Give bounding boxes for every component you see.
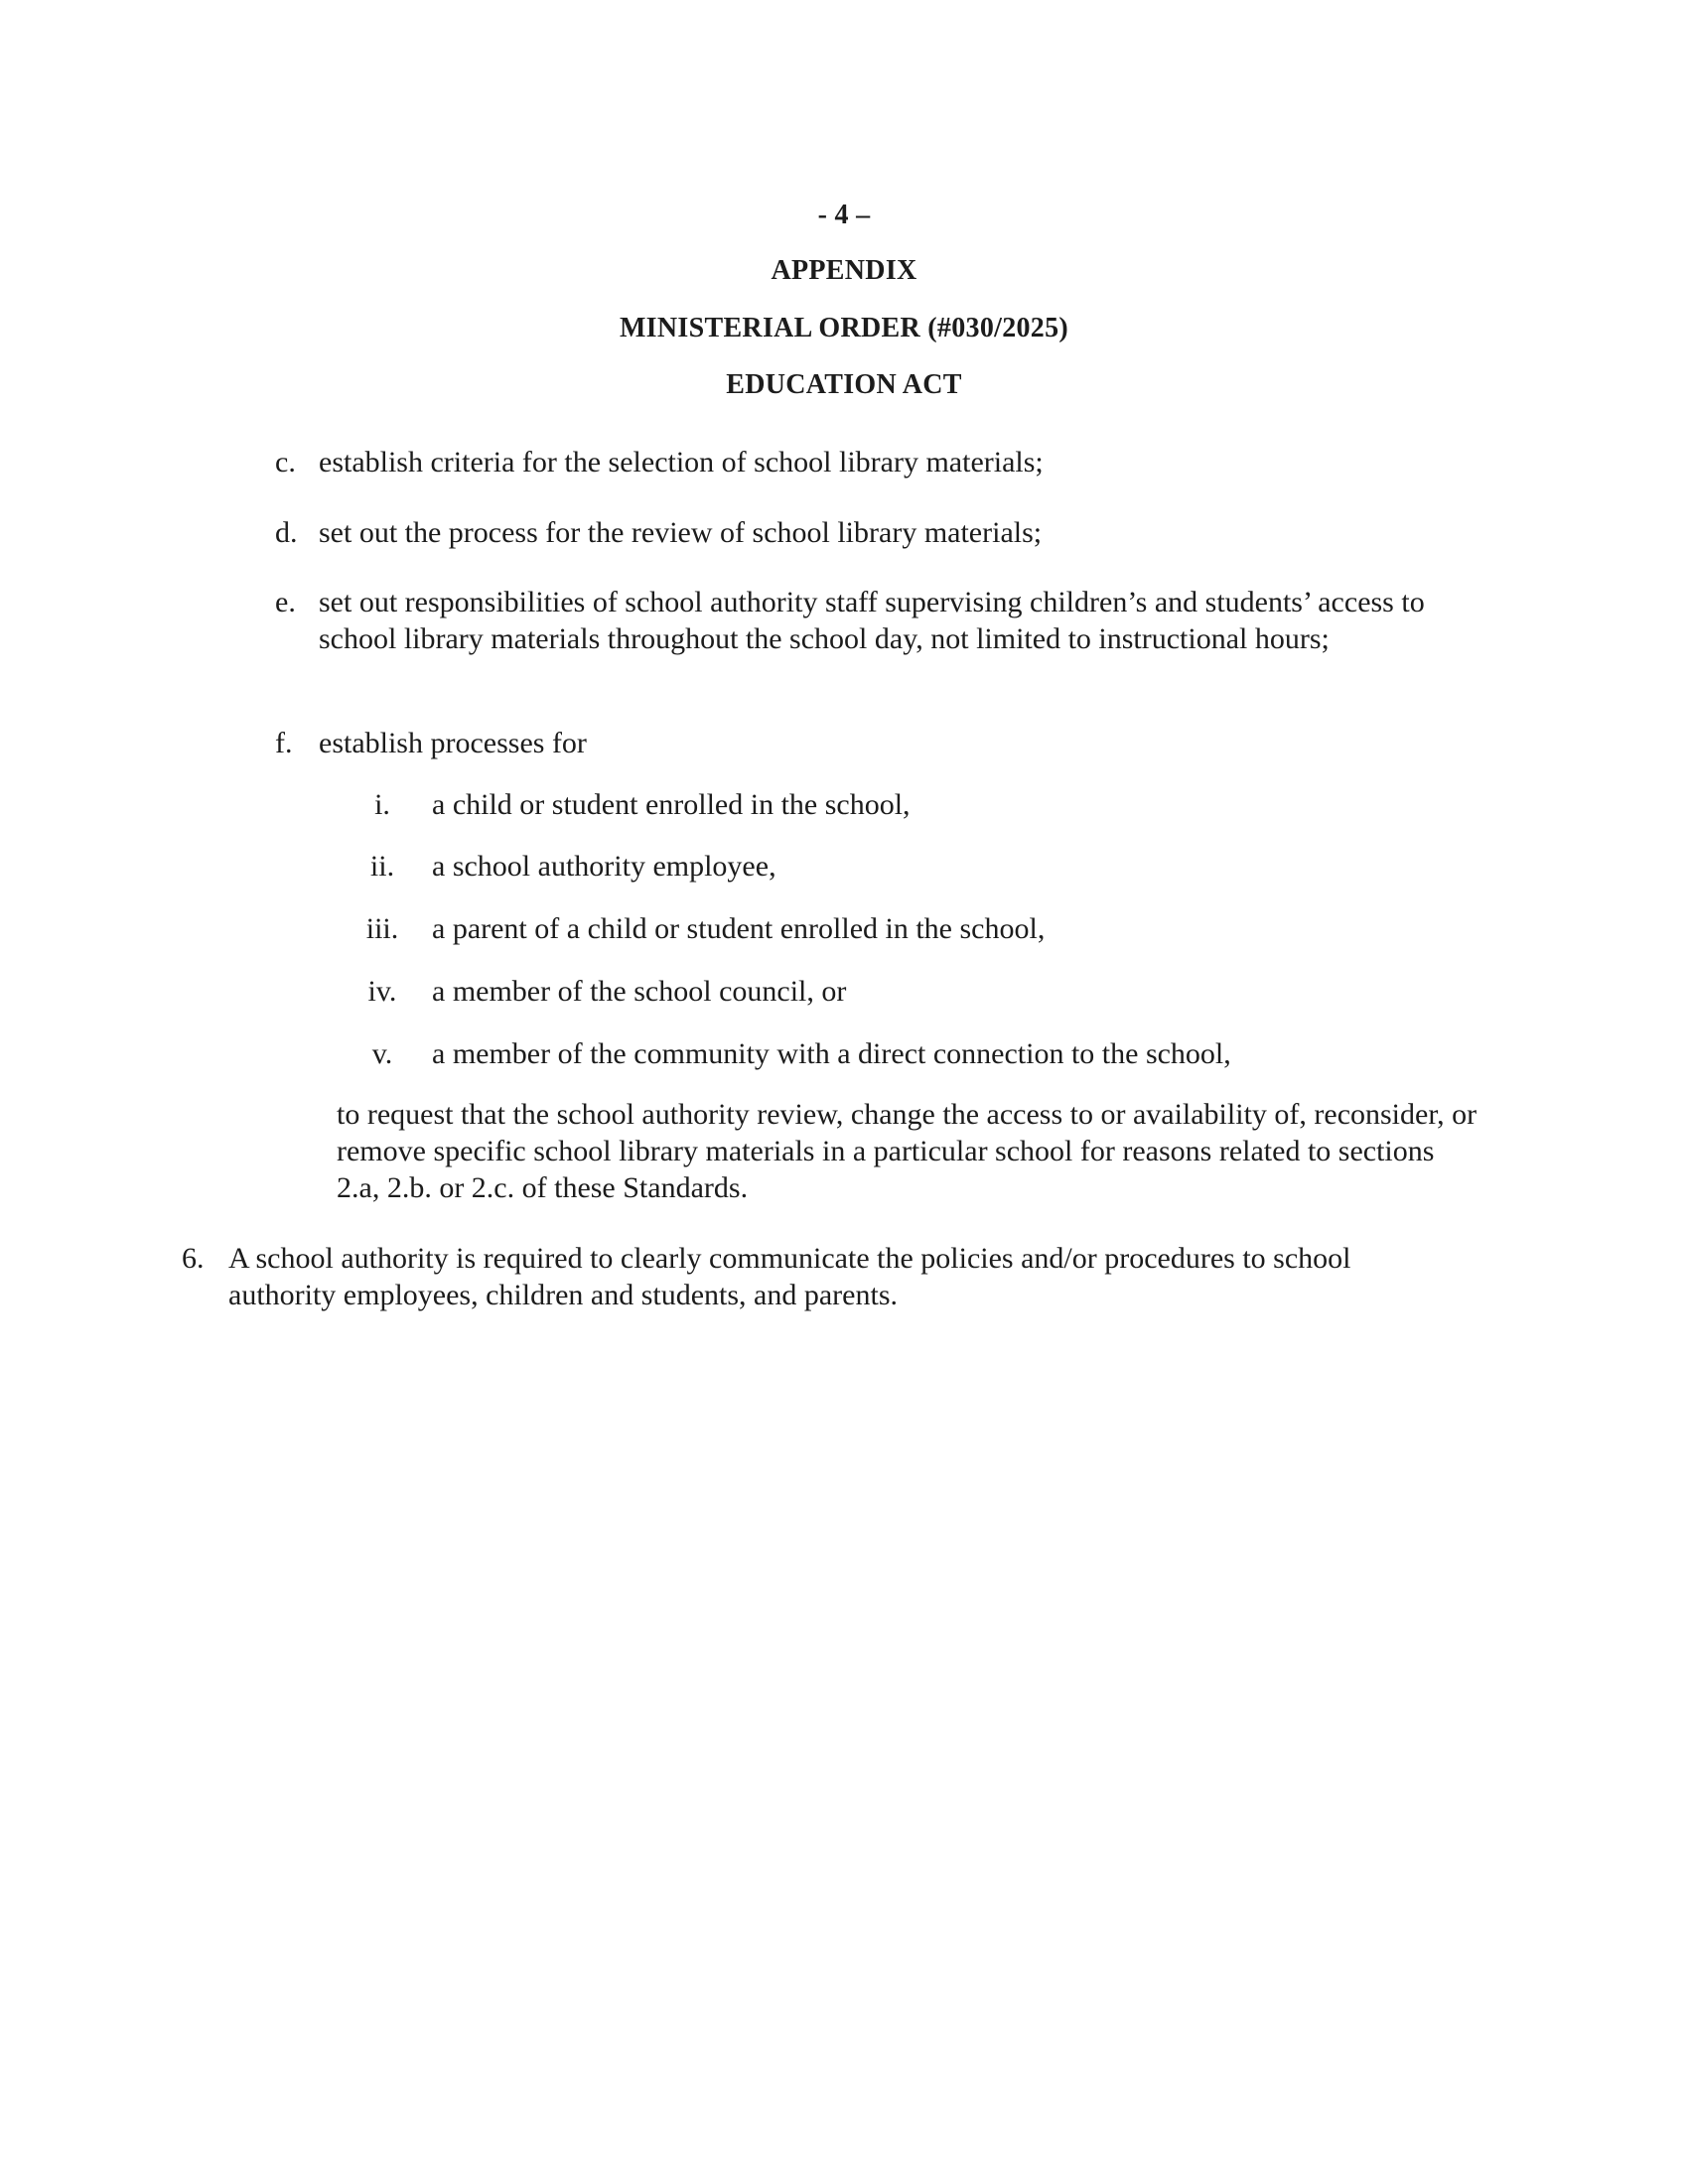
sub-item-iii (352, 910, 1445, 950)
appendix-heading: APPENDIX (771, 255, 917, 286)
list-marker: e. (275, 586, 296, 618)
list-item-text: establish criteria for the selection of school library materials; (319, 446, 1044, 478)
sub-item-text: a member of the community with a direct connection to the school, (432, 1037, 1231, 1070)
continuation-paragraph: to request that the school authority review, change the access to or availability of, reconsider, or remove specific school library materials in a particular school for reasons related to sections 2.a, 2.b. or 2.c. of these Standards. (337, 1098, 1477, 1204)
sub-item-marker: v. (371, 1037, 393, 1070)
sub-item-ii (352, 848, 1445, 887)
page-number: - 4 – (817, 200, 871, 230)
list-marker: c. (275, 446, 296, 478)
list-item-d (275, 514, 1516, 554)
sub-item-i (352, 786, 1445, 826)
sub-item-text: a member of the school council, or (432, 975, 847, 1008)
sub-item-iv (352, 973, 1445, 1013)
numbered-item-6 (182, 1240, 1473, 1319)
sub-item-v (352, 1035, 1445, 1075)
list-item-e (275, 584, 1516, 698)
list-item-text: set out the process for the review of school library materials; (319, 516, 1043, 549)
sub-item-marker: ii. (369, 850, 395, 883)
list-item-c (275, 444, 1516, 483)
list-item-text: A school authority is required to clearly communicate the policies and/or procedures to school authority employees, children and students, and parents. (228, 1242, 1351, 1311)
education-act-heading: EDUCATION ACT (726, 369, 962, 400)
list-item-text: establish processes for (319, 727, 587, 759)
sub-item-marker: iv. (367, 975, 397, 1008)
sub-item-text: a parent of a child or student enrolled in the school, (432, 912, 1046, 945)
sub-item-text: a school authority employee, (432, 850, 776, 883)
list-item-f (275, 725, 1516, 764)
ministerial-order-heading: MINISTERIAL ORDER (#030/2025) (619, 313, 1069, 343)
list-marker: f. (275, 727, 293, 759)
sub-item-marker: i. (374, 788, 390, 821)
list-marker: d. (275, 516, 298, 549)
list-item-text: set out responsibilities of school authority staff supervising children’s and students’ access to school library materials throughout the school day, not limited to instructional hours; (319, 586, 1425, 655)
sub-item-text: a child or student enrolled in the school, (432, 788, 911, 821)
sub-item-marker: iii. (365, 912, 399, 945)
list-marker: 6. (182, 1242, 205, 1275)
